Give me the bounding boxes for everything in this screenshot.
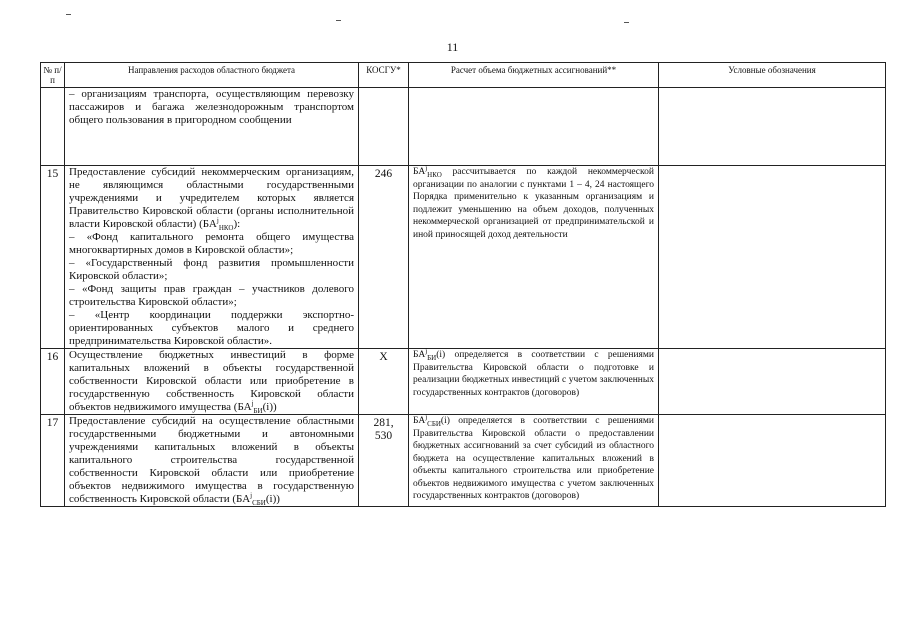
row-kosgu (359, 88, 409, 166)
row-num: 17 (41, 415, 65, 507)
formula-ba-bi: $БА^j_{БИ}(i)$) (237, 399, 277, 416)
row-direction-text: Предоставление субсидий некоммерческим организациям, не являющимся областными государственными учреждениями и учредителем которых является Правительство Кировской области (органы исполнительной власти Кировской области) $(БА^j_{НКО})$: (69, 166, 354, 233)
formula-ba-sbi: $БА^j_{СБИ}(i)$) (236, 491, 280, 508)
header-notes: Условные обозначения (659, 63, 886, 88)
header-direction: Направления расходов областного бюджета (65, 63, 359, 88)
page-number: 11 (446, 40, 459, 54)
table-header-row (41, 63, 886, 88)
row-notes (659, 166, 886, 349)
row-kosgu: 246 (359, 166, 409, 349)
row-direction (65, 415, 359, 507)
row-direction-text: – организациям транспорта, осуществляющим перевозку пассажиров и багажа железнодорожным транспортом общего пользования в пригородном сообщении (69, 88, 354, 126)
table-row (41, 349, 886, 415)
row-direction (65, 349, 359, 415)
row-notes (659, 349, 886, 415)
row-direction-text: Осуществление бюджетных инвестиций в форме капитальных вложений в объекты государственной собственности Кировской области или приобретение в государственную собственность Кировской области объектов недвижимого имущества $(БА^j_{БИ}(i))$ (69, 349, 354, 416)
row-direction-text: Предоставление субсидий на осуществление областными государственными бюджетными и автономными учреждениями капитальных вложений в объекты капитального строительства государственной собственности Кировской области или приобретение объектов недвижимого имущества в государственную собственность Кировской области $(БА^j_{СБИ}(i))$ (69, 415, 354, 508)
list-item: – «Центр координации поддержки экспортно-ориентированных субъектов малого и среднего предпринимательства Кировской области». (69, 309, 354, 347)
table-row (41, 166, 886, 349)
row-num: 16 (41, 349, 65, 415)
row-notes (659, 415, 886, 507)
row-direction (65, 88, 359, 166)
formula-ba-sbi: $БА^j_{СБИ}(i)$ (413, 412, 450, 428)
row-calc-text: определяется в соответствии с решениями Правительства Кировской области о подготовке и реализации бюджетных инвестиций с учетом заключенных государственных контрактов (договоров) (413, 350, 654, 398)
formula-ba-nko: $БА^j_{НКО}$): (202, 216, 241, 233)
row-calc (409, 163, 659, 349)
row-calc (409, 346, 659, 415)
header-calc: Расчет объема бюджетных ассигнований** (409, 63, 659, 88)
list-item: – «Фонд капитального ремонта общего имущества многоквартирных домов в Кировской области»; (69, 231, 354, 256)
row-calc (409, 88, 659, 166)
header-num: № п/п (41, 63, 65, 88)
row-direction (65, 166, 359, 349)
scan-speck (336, 20, 341, 21)
list-item: – «Фонд защиты прав граждан – участников долевого строительства Кировской области»; (69, 283, 354, 308)
table-row (41, 415, 886, 507)
scan-speck (66, 14, 71, 15)
table-row (41, 88, 886, 166)
formula-ba-nko: $БА^j_{НКО}$ (413, 163, 442, 179)
row-notes (659, 88, 886, 166)
row-calc-text: определяется в соответствии с решениями Правительства Кировской области о предоставлении бюджетных ассигнований за счет субсидий из областного бюджета на осуществление капитальных вложений в объекты капитального строительства или приобретение объектов недвижимого имущества с учетом заключенных государственных контрактов (договоров) (413, 416, 654, 501)
budget-table (40, 62, 886, 507)
row-kosgu: Х (359, 349, 409, 415)
row-num: 15 (41, 166, 65, 349)
formula-ba-bi: $БА^j_{БИ}(i)$ (413, 346, 446, 362)
row-num (41, 88, 65, 166)
header-kosgu: КОСГУ* (359, 63, 409, 88)
row-calc (409, 412, 659, 507)
row-kosgu: 281, 530 (359, 415, 409, 507)
scan-speck (624, 22, 629, 23)
list-item: – «Государственный фонд развития промышленности Кировской области»; (69, 257, 354, 282)
row-calc-text: рассчитывается по каждой некоммерческой организации по аналогии с пунктами 1 – 4, 24 настоящего Порядка применительно к указанным организациям и подлежит уменьшению на объем доходов, полученных некоммерческой организацией от предпринимательской и иной приносящей доход деятельности (413, 167, 654, 240)
